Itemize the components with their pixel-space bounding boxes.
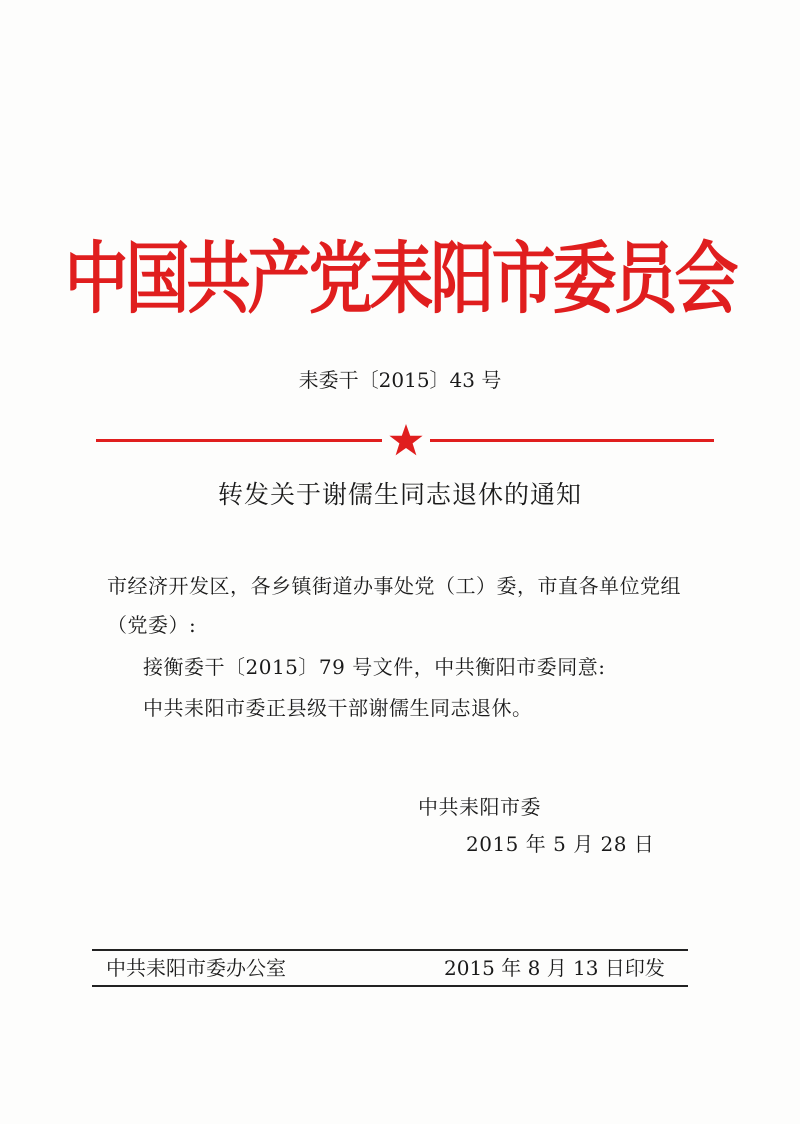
red-divider-right <box>430 439 714 442</box>
footer-issuing-office: 中共耒阳市委办公室 <box>106 956 286 980</box>
red-divider-left <box>96 439 382 442</box>
footer-rule-bottom <box>92 985 688 987</box>
star-icon <box>388 422 424 458</box>
addressee-line-2: （党委）: <box>107 613 197 637</box>
body-paragraph-2: 中共耒阳市委正县级干部谢儒生同志退休。 <box>143 696 533 720</box>
footer-print-date: 2015 年 8 月 13 日印发 <box>444 956 665 980</box>
document-number: 耒委干〔2015〕43 号 <box>298 368 502 392</box>
body-paragraph-1: 接衡委干〔2015〕79 号文件，中共衡阳市委同意: <box>143 655 606 679</box>
addressee-line-1: 市经济开发区，各乡镇街道办事处党（工）委，市直各单位党组 <box>107 574 681 598</box>
signature-organization: 中共耒阳市委 <box>418 795 541 819</box>
document-title: 转发关于谢儒生同志退休的通知 <box>217 480 582 509</box>
footer-rule-top <box>92 949 688 951</box>
issuer-heading: 中国共产党耒阳市委员会 <box>64 234 736 326</box>
signature-date: 2015 年 5 月 28 日 <box>466 832 655 856</box>
